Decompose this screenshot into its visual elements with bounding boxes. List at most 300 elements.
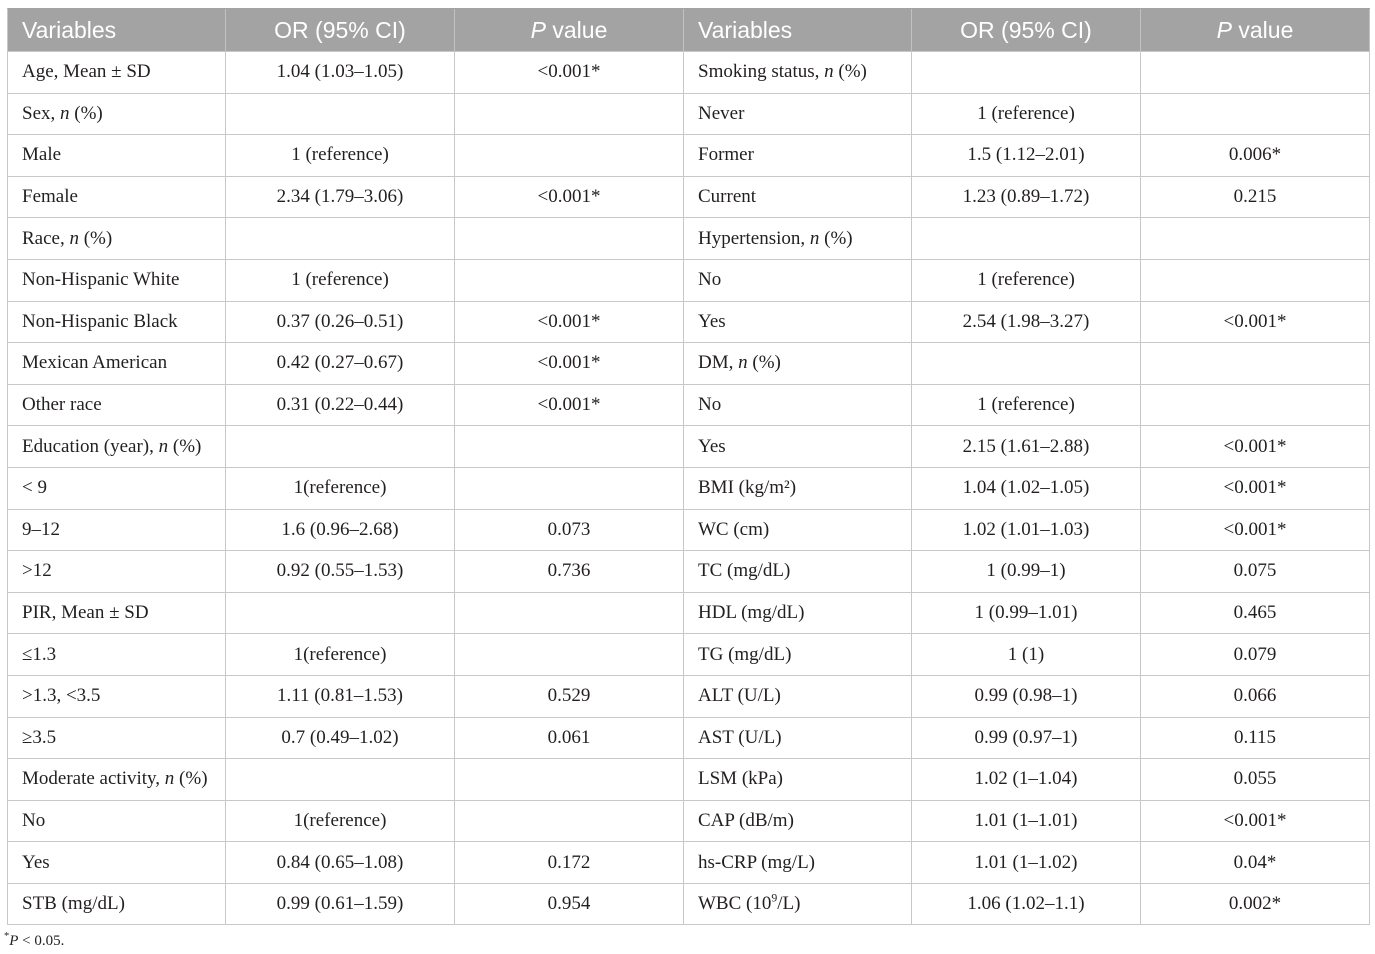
- p-value-cell: [455, 510, 684, 552]
- header-label: OR (95% CI): [274, 16, 406, 43]
- variable-label: [22, 186, 78, 208]
- variable-label-text: BMI (kg/m²): [698, 477, 797, 499]
- variable-label-text: Yes: [698, 435, 726, 457]
- variable-label: [698, 727, 782, 749]
- variable-label: [698, 560, 790, 582]
- p-value-cell: [1141, 94, 1370, 136]
- p-value-cell: [455, 842, 684, 884]
- or-ci-cell: [912, 260, 1141, 302]
- p-value-cell: [1141, 634, 1370, 676]
- or-ci-value: 1 (reference): [291, 269, 389, 291]
- variable-label: [22, 228, 112, 250]
- variable-label-text: Sex,: [22, 102, 60, 124]
- variable-label: [22, 852, 50, 874]
- footnote-mark: *: [4, 931, 10, 942]
- or-ci-cell: [912, 468, 1141, 510]
- variable-label-tail: (%): [174, 768, 208, 790]
- p-value-cell: [455, 468, 684, 510]
- variable-cell: [8, 718, 226, 760]
- variable-label-text: Mexican American: [22, 352, 168, 374]
- variable-cell: [8, 94, 226, 136]
- variable-cell: [684, 426, 912, 468]
- variable-label-tail: (%): [168, 435, 202, 457]
- or-ci-cell: [226, 302, 455, 344]
- or-ci-cell: [226, 718, 455, 760]
- or-ci-value: 1.6 (0.96–2.68): [281, 518, 399, 540]
- variable-label-tail: (%): [819, 227, 853, 249]
- or-ci-value: 0.7 (0.49–1.02): [281, 726, 399, 748]
- p-value-value: <0.001*: [537, 310, 601, 332]
- or-ci-cell: [912, 718, 1141, 760]
- or-ci-cell: [912, 634, 1141, 676]
- header-variables: [684, 9, 912, 52]
- variable-cell: [684, 343, 912, 385]
- or-ci-value: 1.01 (1–1.02): [974, 851, 1078, 873]
- or-ci-value: 2.15 (1.61–2.88): [962, 435, 1090, 457]
- variable-cell: [684, 634, 912, 676]
- variable-label: [22, 560, 52, 582]
- variable-label: [22, 768, 208, 790]
- variable-label: [698, 685, 781, 707]
- p-value-cell: [1141, 801, 1370, 843]
- variable-label-text: STB (mg/dL): [22, 893, 125, 915]
- variable-cell: [8, 634, 226, 676]
- or-ci-cell: [226, 260, 455, 302]
- variable-cell: [684, 218, 912, 260]
- p-value-cell: [1141, 510, 1370, 552]
- or-ci-value: 1.01 (1–1.01): [974, 809, 1078, 831]
- p-value-value: 0.172: [547, 851, 591, 873]
- p-value-value: <0.001*: [537, 394, 601, 416]
- variable-label: [22, 394, 102, 416]
- or-ci-value: 1 (0.99–1): [986, 560, 1066, 582]
- variable-cell: [8, 260, 226, 302]
- variable-label: [698, 810, 794, 832]
- variable-label-text: Race,: [22, 227, 70, 249]
- variable-label: [698, 228, 853, 250]
- variable-label-text: ALT (U/L): [698, 685, 781, 707]
- or-ci-cell: [912, 426, 1141, 468]
- or-ci-value: 1 (reference): [977, 102, 1075, 124]
- or-ci-cell: [912, 94, 1141, 136]
- or-ci-cell: [912, 177, 1141, 219]
- p-value-cell: [455, 759, 684, 801]
- variable-label-text: WBC (10: [698, 893, 772, 915]
- p-value-value: <0.001*: [1223, 310, 1287, 332]
- variable-label-text: 9–12: [22, 518, 60, 540]
- or-ci-cell: [226, 218, 455, 260]
- variable-label-text: hs-CRP (mg/L): [698, 851, 815, 873]
- or-ci-value: 1.02 (1–1.04): [974, 768, 1078, 790]
- p-value-value: 0.04*: [1233, 851, 1277, 873]
- p-value-cell: [455, 718, 684, 760]
- or-ci-cell: [226, 94, 455, 136]
- p-value-cell: [1141, 468, 1370, 510]
- or-ci-value: 1(reference): [293, 643, 387, 665]
- variable-label-text: Smoking status,: [698, 61, 825, 83]
- p-value-value: 0.075: [1233, 560, 1277, 582]
- variable-label: [22, 644, 56, 666]
- variable-label-text: No: [698, 269, 722, 291]
- p-value-value: <0.001*: [1223, 518, 1287, 540]
- or-ci-cell: [912, 343, 1141, 385]
- or-ci-cell: [912, 551, 1141, 593]
- p-value-value: <0.001*: [1223, 435, 1287, 457]
- header-p-value: [455, 9, 684, 52]
- variable-label-text: No: [22, 809, 46, 831]
- variable-label-text: AST (U/L): [698, 726, 782, 748]
- p-value-cell: [455, 94, 684, 136]
- header-label-italic: P: [530, 16, 546, 43]
- variable-label: [22, 685, 100, 707]
- or-ci-cell: [226, 884, 455, 926]
- p-value-value: 0.465: [1233, 602, 1277, 624]
- variable-label: [22, 810, 45, 832]
- variable-label-text: ≤1.3: [22, 643, 57, 665]
- variable-label: [698, 394, 721, 416]
- p-value-cell: [1141, 302, 1370, 344]
- or-ci-value: 0.42 (0.27–0.67): [276, 352, 404, 374]
- variable-label: [698, 186, 756, 208]
- variable-label: [22, 893, 125, 915]
- p-value-value: 0.073: [547, 518, 591, 540]
- variable-label: [698, 436, 726, 458]
- or-ci-value: 1 (reference): [291, 144, 389, 166]
- variable-cell: [684, 676, 912, 718]
- p-value-value: 0.006*: [1228, 144, 1282, 166]
- p-value-value: <0.001*: [1223, 809, 1287, 831]
- or-ci-cell: [912, 52, 1141, 94]
- variable-label-text: Male: [22, 144, 62, 166]
- variable-label-text: Never: [698, 102, 745, 124]
- variable-label-text: Age, Mean ± SD: [22, 61, 151, 83]
- p-value-cell: [1141, 718, 1370, 760]
- p-value-cell: [1141, 343, 1370, 385]
- footnote-text: < 0.05.: [18, 933, 65, 949]
- or-ci-cell: [226, 177, 455, 219]
- or-ci-cell: [912, 135, 1141, 177]
- variable-label-text: PIR, Mean ± SD: [22, 602, 149, 624]
- or-ci-cell: [912, 385, 1141, 427]
- or-ci-cell: [226, 468, 455, 510]
- variable-cell: [684, 385, 912, 427]
- or-ci-value: 1.23 (0.89–1.72): [962, 186, 1090, 208]
- variable-label: [22, 61, 151, 83]
- header-label: [531, 17, 608, 44]
- variable-label: [698, 477, 796, 499]
- variable-cell: [8, 52, 226, 94]
- variable-label-em: n: [738, 352, 748, 374]
- or-ci-value: 0.99 (0.98–1): [974, 685, 1078, 707]
- variable-label-text: < 9: [22, 477, 47, 499]
- variable-label: [698, 61, 867, 83]
- or-ci-cell: [226, 385, 455, 427]
- or-ci-cell: [226, 842, 455, 884]
- variable-label: [698, 602, 804, 624]
- or-ci-value: 2.54 (1.98–3.27): [962, 310, 1090, 332]
- p-value-value: 0.736: [547, 560, 591, 582]
- or-ci-cell: [226, 676, 455, 718]
- variable-label-text: No: [698, 394, 722, 416]
- variable-label: [22, 269, 179, 291]
- or-ci-cell: [226, 426, 455, 468]
- or-ci-cell: [912, 884, 1141, 926]
- p-value-cell: [455, 884, 684, 926]
- p-value-cell: [1141, 676, 1370, 718]
- p-value-cell: [455, 135, 684, 177]
- p-value-cell: [1141, 593, 1370, 635]
- results-table: [7, 8, 1370, 925]
- variable-label-tail: (%): [78, 227, 113, 249]
- variable-label-text: ≥3.5: [22, 726, 57, 748]
- p-value-value: <0.001*: [1223, 477, 1287, 499]
- or-ci-cell: [226, 551, 455, 593]
- variable-label-text: >1.3, <3.5: [22, 685, 101, 707]
- p-value-value: <0.001*: [537, 186, 601, 208]
- variable-label-text: HDL (mg/dL): [698, 602, 805, 624]
- or-ci-cell: [226, 343, 455, 385]
- variable-label-text: Moderate activity,: [22, 768, 165, 790]
- p-value-cell: [1141, 842, 1370, 884]
- variable-label-text: Yes: [22, 851, 50, 873]
- or-ci-cell: [226, 593, 455, 635]
- variable-cell: [8, 510, 226, 552]
- variable-label-tail: (%): [747, 352, 781, 374]
- p-value-cell: [455, 385, 684, 427]
- variable-label-text: Other race: [22, 394, 102, 416]
- p-value-cell: [1141, 260, 1370, 302]
- header-label: [1217, 17, 1294, 44]
- header-p-value: [1141, 9, 1370, 52]
- or-ci-cell: [912, 676, 1141, 718]
- or-ci-value: 1(reference): [293, 477, 387, 499]
- variable-label-tail: (%): [833, 61, 867, 83]
- or-ci-cell: [912, 218, 1141, 260]
- variable-label-text: Current: [698, 186, 757, 208]
- p-value-value: 0.215: [1233, 186, 1277, 208]
- variable-label-em: n: [824, 61, 834, 83]
- or-ci-value: 1 (reference): [977, 269, 1075, 291]
- variable-label: [22, 602, 149, 624]
- or-ci-value: 1(reference): [293, 809, 387, 831]
- or-ci-value: 1.04 (1.03–1.05): [276, 61, 404, 83]
- p-value-cell: [455, 260, 684, 302]
- or-ci-cell: [226, 510, 455, 552]
- p-value-cell: [455, 634, 684, 676]
- p-value-cell: [1141, 385, 1370, 427]
- variable-cell: [684, 759, 912, 801]
- header-label-italic: P: [1216, 16, 1232, 43]
- p-value-value: 0.529: [547, 685, 591, 707]
- or-ci-value: 0.31 (0.22–0.44): [276, 394, 404, 416]
- p-value-cell: [1141, 551, 1370, 593]
- variable-cell: [684, 177, 912, 219]
- p-value-cell: [1141, 759, 1370, 801]
- variable-label-text: Hypertension,: [698, 227, 810, 249]
- variable-cell: [8, 759, 226, 801]
- p-value-cell: [455, 801, 684, 843]
- or-ci-value: 1.11 (0.81–1.53): [277, 685, 403, 707]
- variable-label-text: DM,: [698, 352, 739, 374]
- or-ci-cell: [226, 52, 455, 94]
- variable-cell: [8, 302, 226, 344]
- header-or-ci: [226, 9, 455, 52]
- or-ci-value: 1 (reference): [977, 394, 1075, 416]
- variable-cell: [684, 801, 912, 843]
- p-value-cell: [455, 551, 684, 593]
- p-value-cell: [455, 218, 684, 260]
- header-label: OR (95% CI): [960, 16, 1092, 43]
- variable-label-text: TG (mg/dL): [698, 643, 792, 665]
- variable-cell: [8, 884, 226, 926]
- variable-label: [698, 352, 781, 374]
- variable-label-em: n: [809, 227, 820, 249]
- variable-cell: [684, 884, 912, 926]
- variable-label-text: CAP (dB/m): [698, 809, 794, 831]
- variable-cell: [8, 218, 226, 260]
- variable-label-text: Non-Hispanic White: [22, 269, 180, 291]
- or-ci-cell: [912, 593, 1141, 635]
- variable-label-em: n: [164, 768, 175, 790]
- p-value-cell: [455, 426, 684, 468]
- or-ci-cell: [912, 759, 1141, 801]
- variable-cell: [684, 593, 912, 635]
- or-ci-cell: [226, 634, 455, 676]
- variable-label: [22, 477, 47, 499]
- or-ci-value: 2.34 (1.79–3.06): [276, 186, 404, 208]
- variable-label: [22, 144, 61, 166]
- footnote-p-symbol: P: [9, 933, 19, 949]
- or-ci-value: 1.06 (1.02–1.1): [967, 893, 1085, 915]
- or-ci-value: 1 (0.99–1.01): [974, 602, 1078, 624]
- variable-label-em: n: [60, 102, 70, 124]
- p-value-cell: [455, 593, 684, 635]
- variable-cell: [8, 385, 226, 427]
- p-value-value: 0.115: [1233, 726, 1277, 748]
- variable-cell: [684, 94, 912, 136]
- variable-cell: [684, 842, 912, 884]
- or-ci-cell: [912, 801, 1141, 843]
- variable-cell: [684, 551, 912, 593]
- p-value-value: 0.954: [547, 893, 591, 915]
- variable-label-text: Yes: [698, 310, 726, 332]
- or-ci-cell: [912, 510, 1141, 552]
- variable-label-text: Non-Hispanic Black: [22, 310, 178, 332]
- p-value-cell: [455, 676, 684, 718]
- variable-label: [22, 103, 103, 125]
- variable-label: [22, 311, 178, 333]
- variable-cell: [684, 260, 912, 302]
- variable-label-text: Female: [22, 186, 78, 208]
- variable-cell: [684, 718, 912, 760]
- p-value-cell: [1141, 135, 1370, 177]
- variable-label: [698, 144, 754, 166]
- p-value-value: 0.079: [1233, 643, 1277, 665]
- or-ci-cell: [912, 302, 1141, 344]
- p-value-value: <0.001*: [537, 61, 601, 83]
- variable-label: [698, 768, 783, 790]
- variable-cell: [8, 343, 226, 385]
- variable-cell: [684, 510, 912, 552]
- variable-cell: [8, 801, 226, 843]
- variable-label: [22, 519, 60, 541]
- variable-label-tail: /L): [777, 893, 801, 915]
- header-or-ci: [912, 9, 1141, 52]
- variable-cell: [8, 426, 226, 468]
- variable-label-em: n: [69, 227, 79, 249]
- variable-cell: [8, 842, 226, 884]
- variable-cell: [684, 468, 912, 510]
- variable-cell: [8, 177, 226, 219]
- p-value-cell: [455, 302, 684, 344]
- p-value-cell: [455, 52, 684, 94]
- variable-label-text: TC (mg/dL): [698, 560, 791, 582]
- p-value-cell: [1141, 884, 1370, 926]
- or-ci-value: 1.04 (1.02–1.05): [962, 477, 1090, 499]
- variable-cell: [684, 302, 912, 344]
- variable-label-text: WC (cm): [698, 518, 770, 540]
- or-ci-cell: [912, 842, 1141, 884]
- variable-label: [698, 103, 744, 125]
- header-label-suffix: value: [1231, 16, 1294, 43]
- header-variables: [8, 9, 226, 52]
- variable-label-tail: (%): [69, 102, 103, 124]
- or-ci-value: 1.5 (1.12–2.01): [967, 144, 1085, 166]
- or-ci-value: 0.92 (0.55–1.53): [276, 560, 404, 582]
- header-label: Variables: [22, 16, 117, 43]
- or-ci-cell: [226, 135, 455, 177]
- or-ci-value: 1.02 (1.01–1.03): [962, 518, 1090, 540]
- variable-label: [698, 311, 726, 333]
- variable-label-text: Former: [698, 144, 754, 166]
- variable-cell: [684, 52, 912, 94]
- p-value-value: <0.001*: [537, 352, 601, 374]
- or-ci-value: 1 (1): [1007, 643, 1045, 665]
- variable-label: [22, 727, 56, 749]
- or-ci-value: 0.99 (0.61–1.59): [276, 893, 404, 915]
- variable-label-sup: 9: [771, 891, 778, 905]
- variable-label-text: >12: [22, 560, 52, 582]
- header-label-suffix: value: [545, 16, 608, 43]
- p-value-cell: [1141, 177, 1370, 219]
- p-value-cell: [1141, 218, 1370, 260]
- p-value-cell: [1141, 52, 1370, 94]
- p-value-value: 0.061: [547, 726, 591, 748]
- p-value-value: 0.055: [1233, 768, 1277, 790]
- variable-cell: [8, 676, 226, 718]
- variable-label: [698, 893, 800, 915]
- p-value-value: 0.002*: [1228, 893, 1282, 915]
- variable-label-text: Education (year),: [22, 435, 159, 457]
- variable-label: [698, 644, 791, 666]
- p-value-cell: [1141, 426, 1370, 468]
- variable-cell: [8, 551, 226, 593]
- header-label: Variables: [698, 16, 793, 43]
- or-ci-value: 0.99 (0.97–1): [974, 726, 1078, 748]
- or-ci-value: 0.84 (0.65–1.08): [276, 851, 404, 873]
- p-value-cell: [455, 343, 684, 385]
- p-value-value: 0.066: [1233, 685, 1277, 707]
- variable-cell: [8, 593, 226, 635]
- variable-cell: [684, 135, 912, 177]
- variable-cell: [8, 135, 226, 177]
- variable-label: [22, 436, 201, 458]
- p-value-cell: [455, 177, 684, 219]
- variable-label: [22, 352, 167, 374]
- or-ci-value: 0.37 (0.26–0.51): [276, 310, 404, 332]
- footnote: [4, 932, 64, 950]
- or-ci-cell: [226, 759, 455, 801]
